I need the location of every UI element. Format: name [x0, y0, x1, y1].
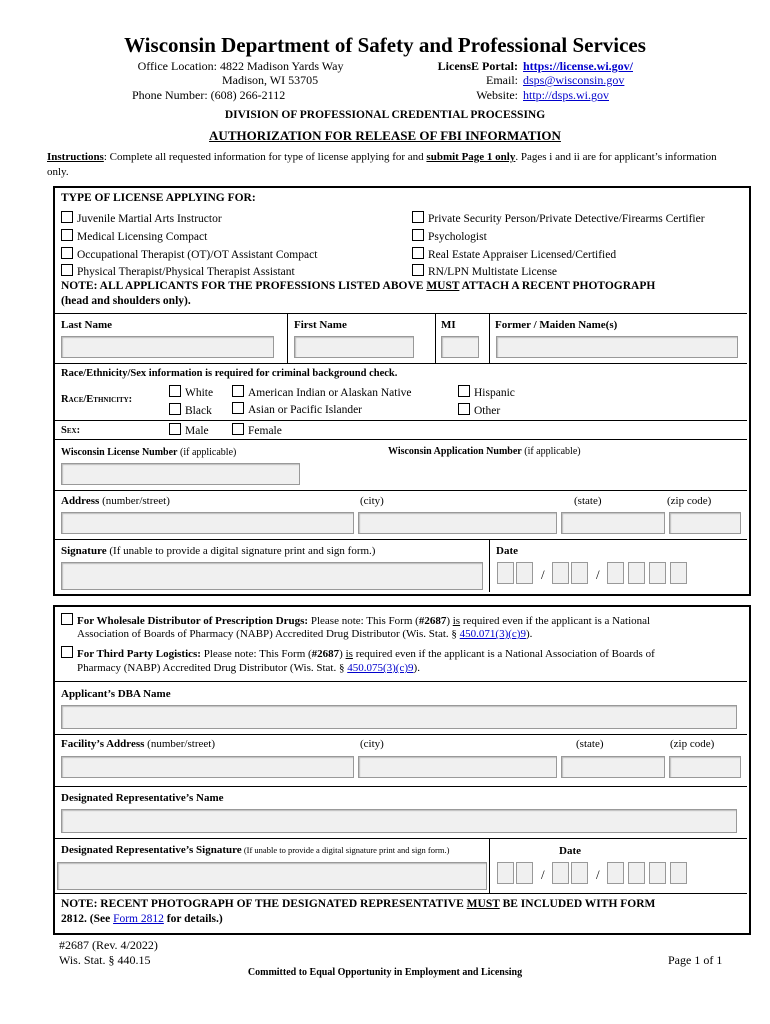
- option-label: Psychologist: [428, 231, 487, 243]
- checkbox[interactable]: [61, 247, 73, 259]
- signature-field[interactable]: [61, 562, 483, 590]
- email-label: Email:: [486, 73, 518, 87]
- option-label: RN/LPN Multistate License: [428, 266, 558, 278]
- date-month-2[interactable]: [516, 562, 533, 584]
- date-day-2[interactable]: [571, 562, 588, 584]
- city-label: (city): [360, 495, 384, 507]
- checkbox[interactable]: [61, 613, 73, 625]
- rep-signature-field[interactable]: [57, 862, 487, 890]
- rep-date-year-3[interactable]: [649, 862, 666, 884]
- option-label: Juvenile Martial Arts Instructor: [77, 213, 222, 225]
- date-day-1[interactable]: [552, 562, 569, 584]
- race-white[interactable]: White: [169, 385, 213, 399]
- date-slash: /: [596, 567, 600, 582]
- rep-date-day-1[interactable]: [552, 862, 569, 884]
- division-title: DIVISION OF PROFESSIONAL CREDENTIAL PROCESSING: [224, 109, 546, 121]
- facility-zip-label: (zip code): [670, 738, 715, 750]
- facility-city-label: (city): [360, 738, 384, 750]
- statute-link[interactable]: 450.071(3)(c)9: [459, 628, 526, 640]
- wholesale-distributor-option[interactable]: For Wholesale Distributor of Prescription Drugs: Please note: This Form (#2687) is required even if the applicant is a National: [61, 613, 650, 627]
- date-slash: /: [541, 567, 545, 582]
- portal-link[interactable]: https://license.wi.gov/: [523, 59, 633, 73]
- wi-application-label: Wisconsin Application Number (if applicable): [388, 446, 581, 457]
- dba-label: Applicant’s DBA Name: [61, 688, 171, 700]
- mi-label: MI: [441, 319, 456, 331]
- wi-license-label: Wisconsin License Number (if applicable): [61, 447, 237, 458]
- rep-signature-label: Designated Representative’s Signature (If unable to provide a digital signature print and sign form.): [61, 844, 450, 856]
- option-label: Physical Therapist/Physical Therapist Assistant: [77, 266, 295, 278]
- checkbox[interactable]: [232, 385, 244, 397]
- license-option-medical[interactable]: [61, 229, 207, 243]
- third-party-logistics-option[interactable]: For Third Party Logistics: Please note: This Form (#2687) is required even if the applicant is a National Association of Boards of: [61, 646, 655, 660]
- first-name-field[interactable]: [294, 336, 414, 358]
- statute-link[interactable]: 450.075(3)(c)9: [347, 662, 414, 674]
- license-option-appraiser[interactable]: [412, 247, 616, 261]
- last-name-label: Last Name: [61, 319, 113, 331]
- checkbox[interactable]: [169, 423, 181, 435]
- rep-name-field[interactable]: [61, 809, 737, 833]
- facility-zip-field[interactable]: [669, 756, 741, 778]
- checkbox[interactable]: [412, 229, 424, 241]
- option-label: Private Security Person/Private Detective/Firearms Certifier: [428, 213, 705, 225]
- zip-field[interactable]: [669, 512, 741, 534]
- instructions: [47, 150, 727, 180]
- rep-date-year-2[interactable]: [628, 862, 645, 884]
- facility-city-field[interactable]: [358, 756, 557, 778]
- license-option-rn-lpn[interactable]: [412, 264, 557, 278]
- date-year-4[interactable]: [670, 562, 687, 584]
- checkbox[interactable]: [169, 403, 181, 415]
- race-label: Race/Ethnicity:: [61, 394, 133, 405]
- third-party-logistics-detail: Pharmacy (NABP) Accredited Drug Distributor (Wis. Stat. § 450.075(3)(c)9).: [77, 662, 420, 674]
- last-name-field[interactable]: [61, 336, 274, 358]
- state-field[interactable]: [561, 512, 665, 534]
- instructions-label: Instructions: [47, 151, 104, 163]
- city-field[interactable]: [358, 512, 557, 534]
- race-black[interactable]: Black: [169, 403, 212, 417]
- date-year-1[interactable]: [607, 562, 624, 584]
- demographics-notice: Race/Ethnicity/Sex information is required for criminal background check.: [61, 368, 398, 379]
- date-slash: /: [541, 867, 545, 882]
- instructions-text: : Complete all requested information for type of license applying for and: [103, 151, 427, 163]
- instructions-emphasis: submit Page 1 only: [426, 151, 516, 163]
- checkbox[interactable]: [61, 646, 73, 658]
- sex-label: Sex:: [61, 425, 81, 436]
- rep-date-month-1[interactable]: [497, 862, 514, 884]
- checkbox[interactable]: [232, 423, 244, 435]
- date-label: Date: [496, 545, 518, 557]
- rep-name-label: Designated Representative’s Name: [61, 792, 224, 804]
- office-line1: 4822 Madison Yards Way: [220, 59, 344, 73]
- rep-photo-note: NOTE: RECENT PHOTOGRAPH OF THE DESIGNATED REPRESENTATIVE MUST BE INCLUDED WITH FORM: [61, 898, 656, 910]
- email-link[interactable]: dsps@wisconsin.gov: [523, 73, 625, 87]
- date-month-1[interactable]: [497, 562, 514, 584]
- race-other[interactable]: Other: [458, 403, 500, 417]
- license-option-psychologist[interactable]: [412, 229, 487, 243]
- rep-date-day-2[interactable]: [571, 862, 588, 884]
- checkbox[interactable]: [412, 247, 424, 259]
- checkbox[interactable]: [458, 403, 470, 415]
- rep-date-year-4[interactable]: [670, 862, 687, 884]
- website-link[interactable]: http://dsps.wi.gov: [523, 88, 610, 102]
- address-field[interactable]: [61, 512, 354, 534]
- checkbox[interactable]: [458, 385, 470, 397]
- license-option-ot[interactable]: [61, 247, 317, 261]
- facility-state-field[interactable]: [561, 756, 665, 778]
- phone-label: Phone Number:: [132, 88, 208, 102]
- state-label: (state): [574, 495, 602, 507]
- option-label: Real Estate Appraiser Licensed/Certified: [428, 249, 617, 261]
- rep-photo-note-detail: 2812. (See Form 2812 for details.): [61, 913, 223, 925]
- portal-label: LicensE Portal:: [437, 59, 518, 73]
- facility-address-field[interactable]: [61, 756, 354, 778]
- form-number: #2687 (Rev. 4/2022): [59, 938, 158, 952]
- license-type-heading: TYPE OF LICENSE APPLYING FOR:: [61, 192, 256, 204]
- instructions-text-end: . Pages i and ii are for applicant’s information only.: [47, 151, 717, 178]
- phone-value: (608) 266-2112: [210, 88, 286, 102]
- form-title: AUTHORIZATION FOR RELEASE OF FBI INFORMATION: [209, 128, 561, 143]
- page-number: Page 1 of 1: [668, 953, 723, 967]
- equal-opportunity-tagline: Committed to Equal Opportunity in Employment and Licensing: [247, 967, 523, 978]
- signature-label: Signature (If unable to provide a digital signature print and sign form.): [61, 545, 376, 557]
- checkbox[interactable]: [61, 229, 73, 241]
- rep-date-month-2[interactable]: [516, 862, 533, 884]
- photo-note: NOTE: ALL APPLICANTS FOR THE PROFESSIONS LISTED ABOVE MUST ATTACH A RECENT PHOTOGRAPH: [61, 280, 656, 292]
- website-label: Website:: [476, 88, 518, 102]
- mi-field[interactable]: [441, 336, 479, 358]
- checkbox[interactable]: [61, 264, 73, 276]
- race-asian[interactable]: Asian or Pacific Islander: [232, 402, 362, 416]
- first-name-label: First Name: [294, 319, 347, 331]
- license-option-juvenile[interactable]: [61, 211, 222, 225]
- former-name-field[interactable]: [496, 336, 738, 358]
- office-label: Office Location:: [137, 59, 217, 73]
- checkbox[interactable]: [412, 211, 424, 223]
- sex-male[interactable]: Male: [169, 423, 209, 437]
- wholesale-distributor-detail: Association of Boards of Pharmacy (NABP) Accredited Drug Distributor (Wis. Stat. § 450.071(3)(c)9).: [77, 628, 533, 640]
- phone-number: [132, 88, 285, 103]
- checkbox[interactable]: [412, 264, 424, 276]
- license-option-security[interactable]: [412, 211, 705, 225]
- address-label: Address (number/street): [61, 495, 170, 507]
- form-2812-link[interactable]: Form 2812: [113, 913, 164, 925]
- option-label: Occupational Therapist (OT)/OT Assistant Compact: [77, 249, 318, 261]
- sex-female[interactable]: Female: [232, 423, 282, 437]
- office-line2: Madison, WI 53705: [222, 73, 319, 87]
- race-american-indian[interactable]: American Indian or Alaskan Native: [232, 385, 412, 399]
- photo-note-detail: (head and shoulders only).: [61, 295, 191, 307]
- facility-address-label: Facility’s Address (number/street): [61, 738, 215, 750]
- license-option-pt[interactable]: [61, 264, 295, 278]
- rep-date-year-1[interactable]: [607, 862, 624, 884]
- zip-label: (zip code): [667, 495, 712, 507]
- office-location: [128, 59, 344, 74]
- wi-license-field[interactable]: [61, 463, 300, 485]
- dba-field[interactable]: [61, 705, 737, 729]
- agency-title: Wisconsin Department of Safety and Professional Services: [124, 33, 646, 57]
- rep-date-label: Date: [559, 845, 581, 857]
- race-hispanic[interactable]: Hispanic: [458, 385, 515, 399]
- date-slash: /: [596, 867, 600, 882]
- facility-state-label: (state): [576, 738, 604, 750]
- option-label: Medical Licensing Compact: [77, 231, 208, 243]
- checkbox[interactable]: [169, 385, 181, 397]
- checkbox[interactable]: [232, 402, 244, 414]
- former-name-label: Former / Maiden Name(s): [495, 319, 618, 331]
- statute-reference: Wis. Stat. § 440.15: [59, 953, 151, 967]
- date-year-3[interactable]: [649, 562, 666, 584]
- checkbox[interactable]: [61, 211, 73, 223]
- date-year-2[interactable]: [628, 562, 645, 584]
